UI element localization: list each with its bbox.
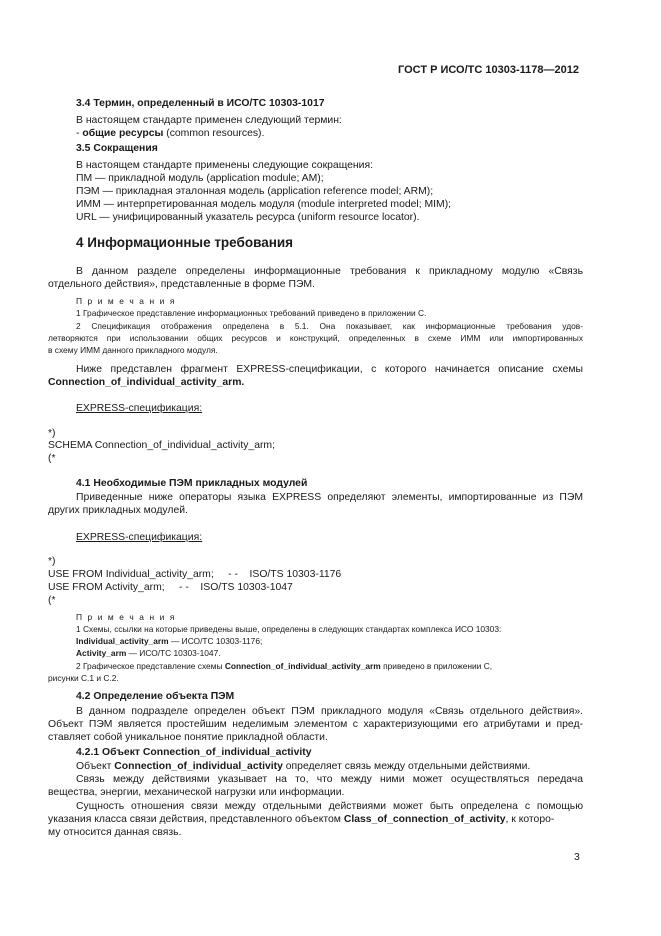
note-2-line1 [76,661,492,672]
section-3-4-term [76,127,264,140]
section-4-2-1-title: 4.2.1 Объект Connection_of_individual_activity [76,747,312,758]
schema-name: Activity_arm [76,648,127,658]
schema-ref: — ИСО/ТС 10303-1176; [168,636,263,646]
para1-pre: Объект [76,761,115,772]
section-4-para1-line2: отдельного действия», представленные в форме ПЭМ. [48,279,315,290]
section-4-2-1-para3-line1: Сущность отношения связи между отдельными действиями может быть определена с помощью [76,801,583,812]
term-bold: общие ресурсы [82,128,164,139]
section-3-4-title: 3.4 Термин, определенный в ИСО/ТС 10303-1017 [76,98,325,109]
section-4-2-line2: Объект ПЭМ является простейшим неделимым элементом с характеризующими его атрибутами и пред- [48,719,583,730]
code-line: (* [48,595,56,606]
notes-title: П р и м е ч а н и я [76,296,176,306]
abbrev-line: URL — унифицированный указатель ресурса (uniform resource locator). [76,212,420,223]
para3-post: , к которо- [505,814,555,825]
section-4-2-1-para2-line1: Связь между действиями указывает на то, что между ними может осуществляться передача [76,774,583,785]
code-line: (* [48,453,56,464]
section-4-2-1-para1 [76,760,530,773]
term-rest: (common resources). [163,128,265,139]
note-2-line1: 2 Спецификация отображения определена в 5.1. Она показывает, как информационные требования удов- [76,321,583,331]
term-dash: - [76,128,83,139]
note-2-line2: рисунки С.1 и С.2. [48,673,119,683]
code-line: SCHEMA Connection_of_individual_activity_arm; [48,440,275,451]
section-3-5-intro: В настоящем стандарте применены следующие сокращения: [76,160,373,171]
code-line: USE FROM Activity_arm; - - ISO/TS 10303-1047 [48,582,293,593]
abbrev-line: ПЭМ — прикладная эталонная модель (application reference model; ARM); [76,186,434,197]
note-2-line3: в схему ИММ данного прикладного модуля. [48,345,218,355]
page-number: 3 [574,852,580,863]
section-4-para1-line1: В данном разделе определены информационные требования к прикладному модулю «Связь [76,266,583,277]
note-1: 1 Графическое представление информационных требований приведено в приложении С. [76,308,427,318]
para1-post: определяет связь между отдельными действиями. [282,761,531,772]
note-2-pre: 2 Графическое представление схемы [76,661,225,671]
section-4-2-1-para3-line3: му относится данная связь. [48,827,182,838]
section-4-2-title: 4.2 Определение объекта ПЭМ [76,691,235,702]
code-line: *) [48,556,56,567]
section-4-1-title: 4.1 Необходимые ПЭМ прикладных модулей [76,478,308,489]
express-spec-label: EXPRESS-спецификация: [76,532,203,543]
section-3-4-intro: В настоящем стандарте применен следующий термин: [76,115,342,126]
section-4-para2-line1: Ниже представлен фрагмент EXPRESS-спецификации, с которого начинается описание схемы [76,364,583,375]
notes-title: П р и м е ч а н и я [76,612,176,622]
abbrev-line: ПМ — прикладной модуль (application module; AM); [76,173,324,184]
note-2-post: приведено в приложении С, [380,661,493,671]
section-4-2-1-para3-line2 [48,813,554,826]
note-1: 1 Схемы, ссылки на которые приведены выше, определены в следующих стандартах комплекса ИСО 10303: [76,624,502,634]
schema-name: Individual_activity_arm [76,636,169,646]
note-1-item-b [76,648,221,659]
section-4-1-para-line1: Приведенные ниже операторы языка EXPRESS определяют элементы, импортированные из ПЭМ [76,492,583,503]
code-line: USE FROM Individual_activity_arm; - - ISO/TS 10303-1176 [48,569,342,580]
schema-ref: — ИСО/ТС 10303-1047. [126,648,221,658]
note-2-schema: Connection_of_individual_activity_arm [224,661,381,671]
code-line: *) [48,428,56,439]
class-entity-name: Class_of_connection_of_activity [343,814,506,825]
section-4-2-line1: В данном подразделе определен объект ПЭМ прикладного модуля «Связь отдельного действия». [76,706,583,717]
document-header: ГОСТ Р ИСО/ТС 10303-1178—2012 [398,64,579,76]
express-spec-label: EXPRESS-спецификация: [76,403,203,414]
para3-pre: указания класса связи действия, представленного объектом [48,814,344,825]
note-2-line2: летворяются при использовании общих ресурсов и конструкций, определенных в схеме ИММ или импортированных [48,333,583,343]
entity-name: Connection_of_individual_activity [114,761,283,772]
abbrev-line: ИММ — интерпретированная модель модуля (module interpreted model; MIM); [76,199,452,210]
section-4-2-line3: ставляет собой уникальное понятие прикладной области. [48,732,328,743]
section-4-title: 4 Информационные требования [76,235,294,250]
section-4-para2-line2: Connection_of_individual_activity_arm. [48,377,245,388]
section-4-1-para-line2: других прикладных модулей. [48,505,188,516]
section-3-5-title: 3.5 Сокращения [76,143,158,154]
section-4-2-1-para2-line2: вещества, энергии, механической нагрузки или информации. [48,787,345,798]
note-1-item-a [76,636,262,647]
